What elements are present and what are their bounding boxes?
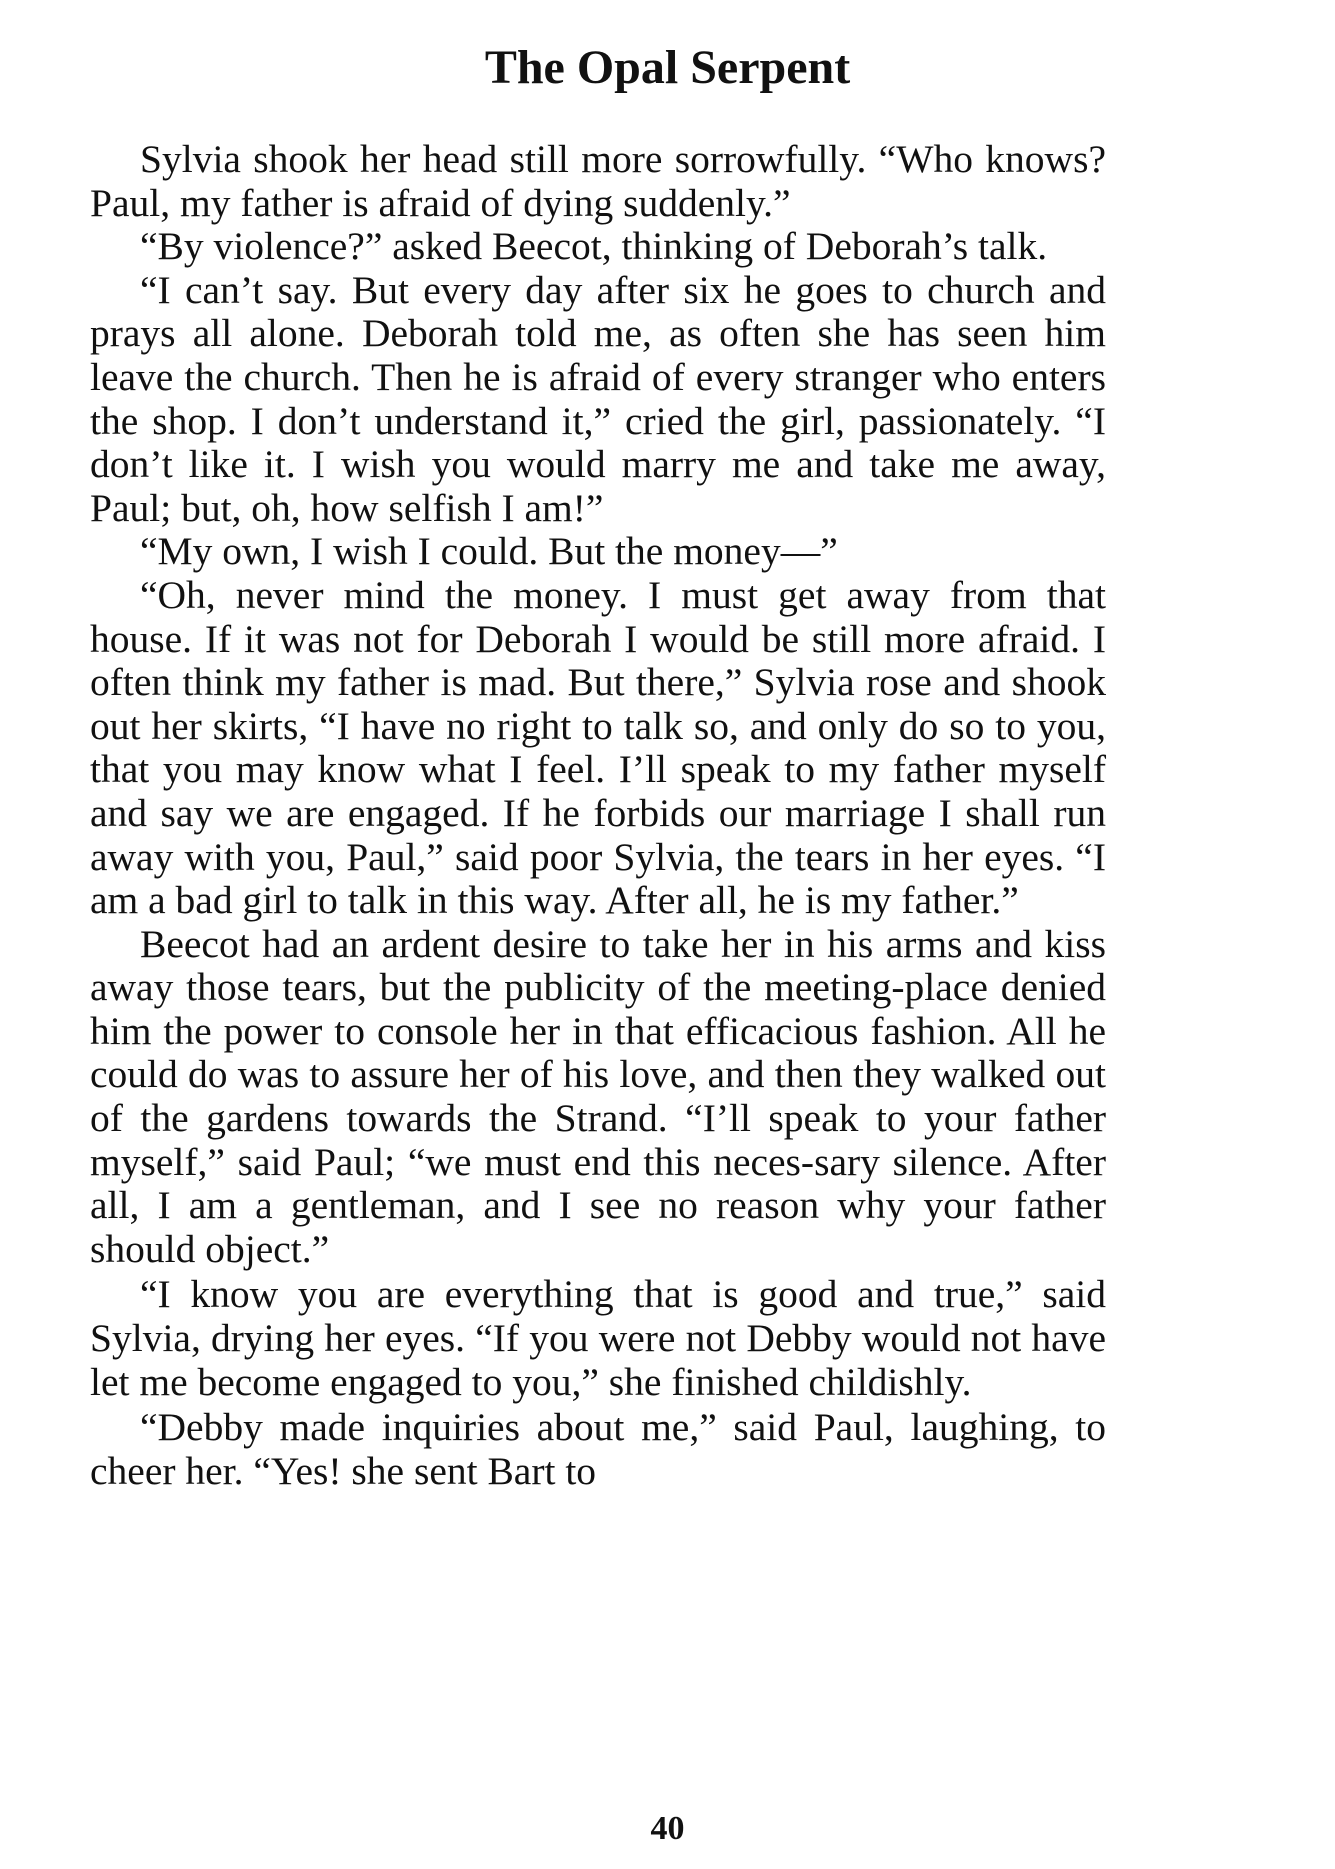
paragraph: “My own, I wish I could. But the money—” [140,529,838,574]
paragraph: “Oh, never mind the money. I must get away from that house. If it was not for Deborah I would be still more afraid. I often think my father is mad. But there,” Sylvia rose and shook out her skirts, “I have no right to talk so, and only do so to you, that you may know what I feel. I’ll speak to my father myself and say we are engaged. If he forbids our marriage I shall run away with you, Paul,” said poor Sylvia, the tears in her eyes. “I am a bad girl to talk in this way. After all, he is my father.” [90,572,1106,923]
page-number: 40 [650,1810,685,1847]
paragraph: “Debby made inquiries about me,” said Paul, laughing, to cheer her. “Yes! she sent Bart to [90,1405,1106,1493]
running-head: The Opal Serpent [484,41,851,94]
paragraph: “I can’t say. But every day after six he goes to church and prays all alone. Deborah told me, as often she has seen him leave the church. Then he is afraid of every stranger who enters the shop. I don’t understand it,” cried the girl, passionately. “I don’t like it. I wish you would marry me and take me away, Paul; but, oh, how selfish I am!” [90,267,1106,530]
paragraph: “By violence?” asked Beecot, thinking of Deborah’s talk. [140,224,1048,269]
paragraph: Sylvia shook her head still more sorrowfully. “Who knows? Paul, my father is afraid of dying suddenly.” [90,137,1106,225]
body-text [90,138,1106,1493]
paragraph: Beecot had an ardent desire to take her in his arms and kiss away those tears, but the publicity of the meeting-place denied him the power to console her in that efficacious fashion. All he could do was to assure her of his love, and then they walked out of the gardens towards the Strand. “I’ll speak to your father myself,” said Paul; “we must end this neces-sary silence. After all, I am a gentleman, and I see no reason why your father should object.” [90,921,1106,1271]
paragraph: “I know you are everything that is good and true,” said Sylvia, drying her eyes. “If you were not Debby would not have let me become engaged to you,” she finished childishly. [90,1272,1106,1404]
